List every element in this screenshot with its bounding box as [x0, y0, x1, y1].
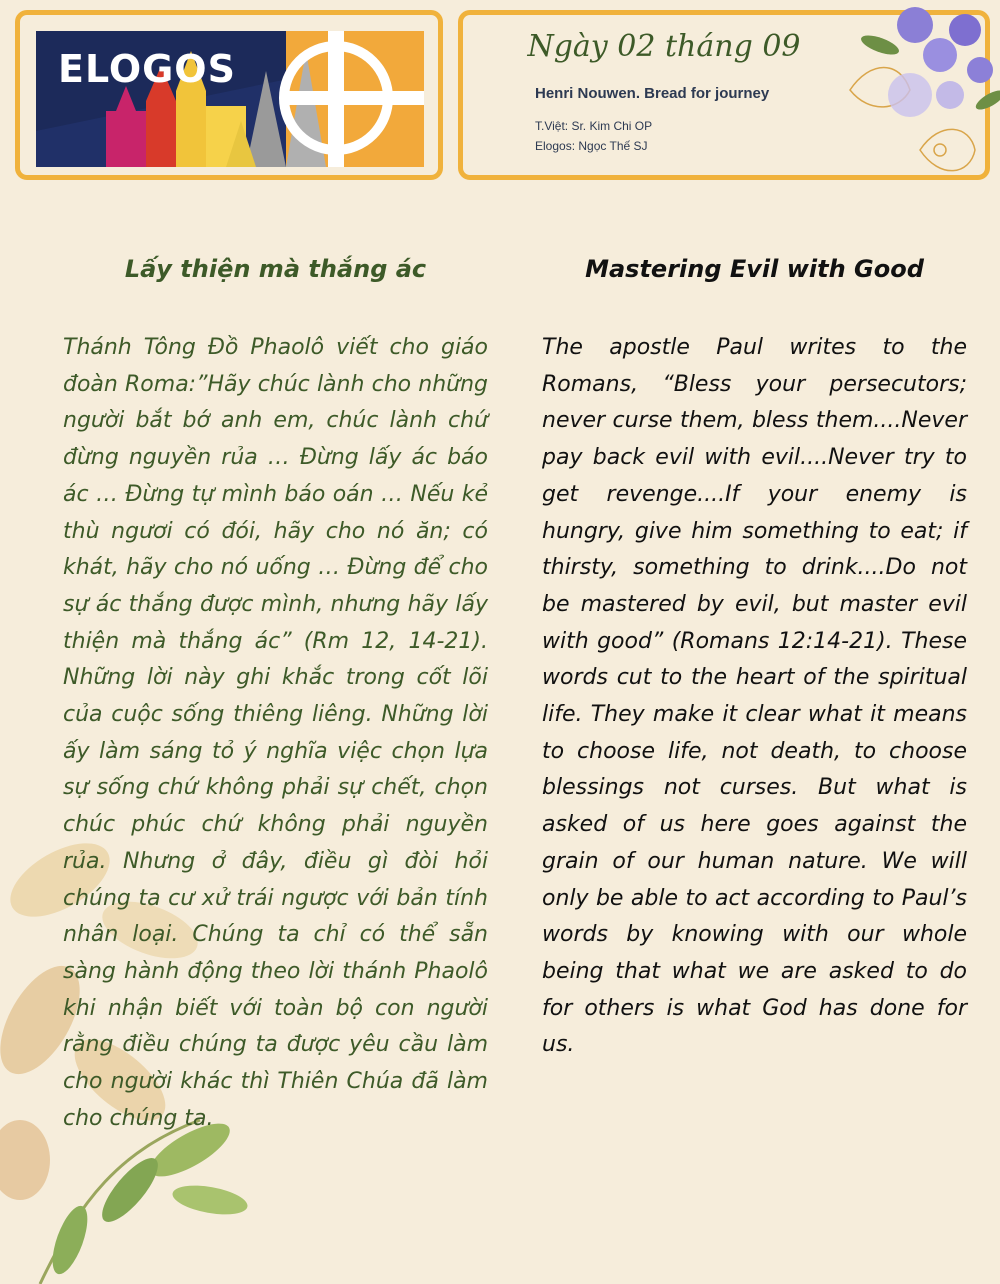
english-title: Mastering Evil with Good [585, 255, 924, 283]
logo-frame [15, 10, 443, 180]
vietnamese-body: Thánh Tông Đồ Phaolô viết cho giáo đoàn Roma:”Hãy chúc lành cho những người bắt bớ anh em, chúc lành chứ đừng nguyền rủa … Đừng lấy ác báo ác … Đừng tự mình báo oán … Nếu kẻ thù ngươi có đói, hãy cho nó ăn; có khát, hãy cho nó uống … Đừng để cho sự ác thắng được mình, nhưng hãy lấy thiện mà thắng ác” (Rm 12, 14-21). Những lời này ghi khắc trong cốt lõi của cuộc sống thiêng liêng. Những lời ấy làm sáng tỏ ý nghĩa việc chọn lựa sự sống chứ không phải sự chết, chọn chúc phúc chứ không phải nguyền rủa. Nhưng ở đây, điều gì đòi hỏi chúng ta cư xử trái ngược với bản tính nhân loại. Chúng ta chỉ có thể sẵn sàng hành động theo lời thánh Phaolô khi nhận biết với toàn bộ con người rằng điều chúng ta được yêu cầu làm cho người khác thì Thiên Chúa đã làm cho chúng ta. [63, 335, 488, 1131]
vietnamese-title: Lấy thiện mà thắng ác [124, 255, 427, 283]
english-body: The apostle Paul writes to the Romans, “Bless your persecutors; never curse them, bless them....Never pay back evil with evil....Never try to get revenge....If your enemy is hungry, give him something to eat; if thirsty, something to drink....Do not be mastered by evil, but master evil with good” (Romans 12:14-21). These words cut to the heart of the spiritual life. They make it clear what it means to choose life, not death, to choose blessings not curses. But what is asked of us here goes against the grain of our human nature. We will only be able to act according to Paul’s words by knowing with our whole being that what we are asked to do for others is what God has done for us. [542, 335, 967, 1058]
book-title: Henri Nouwen. Bread for journey [535, 85, 770, 102]
editor-credit: Elogos: Ngọc Thế SJ [535, 139, 648, 153]
flower-decoration [830, 0, 1000, 200]
logo-text: ELOGOS [58, 47, 236, 91]
date-title: Ngày 02 tháng 09 [527, 29, 801, 64]
elogos-logo[interactable] [36, 31, 424, 167]
translator-credit: T.Việt: Sr. Kim Chi OP [535, 119, 653, 133]
